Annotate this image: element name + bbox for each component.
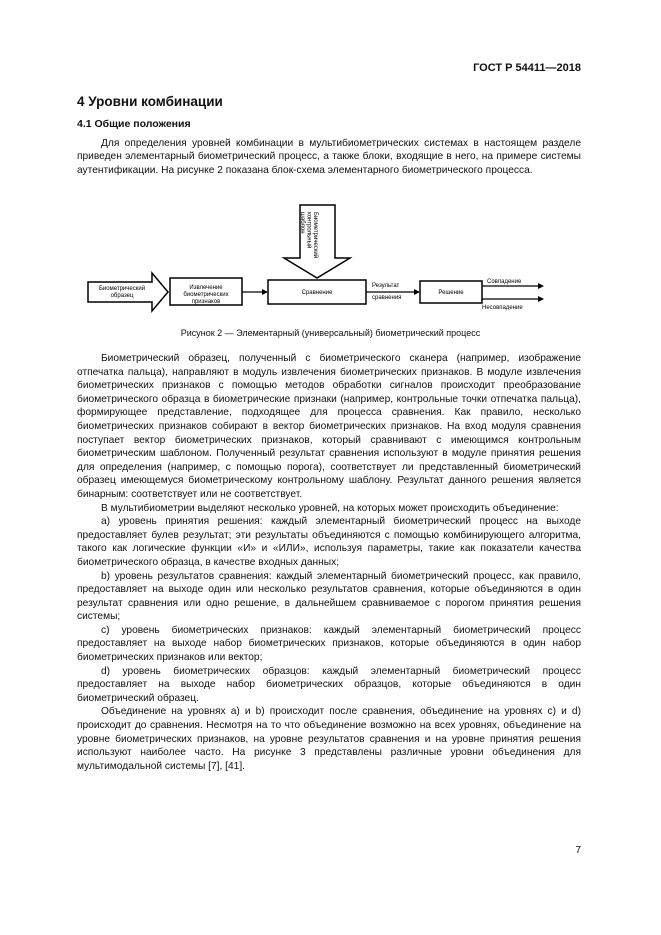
list-item-a: а) уровень принятия решения: каждый элементарный биометрический процесс на выходе предоставляет булев результат; эти результаты объединяются с помощью комбинирующего алгоритма, такого как логические функции «И» и «ИЛИ», используя параметры, такие как показатели качества биометрического образца, в качестве входных данных;: [77, 516, 581, 568]
input-label: Биометрический образец: [98, 286, 146, 299]
arrowhead-compare-decision: [414, 289, 420, 295]
out-nomatch-label: Несовпадение: [482, 305, 523, 311]
body-text: [77, 352, 581, 773]
page-number: 7: [575, 845, 581, 856]
figure-caption: Рисунок 2 — Элементарный (универсальный) биометрический процесс: [180, 328, 481, 338]
intro-paragraph: Для определения уровней комбинации в мультибиометрических системах в настоящем разделе приведен элементарный биометрический процесс, а также блоки, входящие в него, на примере системы аутентификации. На рисунке 2 показана блок-схема элементарного биометрического процесса.: [77, 138, 581, 176]
block-diagram: [0, 0, 661, 340]
list-item-b: b) уровень результатов сравнения: каждый элементарный биометрический процесс, как правило, предоставляет на выходе один или несколько результатов сравнения, которые объединяются в один результат сравнения или одно решение, в дальнейшем сравниваемое с порогом принятия решения системы;: [77, 570, 581, 623]
out-match-label: Совпадение: [487, 279, 522, 285]
subsection-title: 4.1 Общие положения: [77, 118, 191, 130]
arrowhead-extract-compare: [262, 289, 268, 295]
result-label-1: Результат: [372, 283, 400, 289]
list-item-c: c) уровень биометрических признаков: каждый элементарный биометрический процесс предоставляет на выходе набор биометрических признаков, которые объединяются в один набор биометрических признаков или вектор;: [77, 624, 581, 664]
document-code: ГОСТ Р 54411—2018: [473, 62, 581, 74]
arrowhead-out-nomatch: [538, 296, 544, 302]
paragraph-biometric-sample: Биометрический образец, полученный с биометрического сканера (например, изображение отпечатка пальца), направляют в модуль извлечения биометрических признаков. В модуле извлечения биометрических признаков с помощью методов обработки сигналов происходит преобразование биометрического образца в биометрические признаки (например, контрольные точки отпечатка пальца), формирующее представление, подходящее для процесса сравнения. Как правило, несколько биометрических признаков собирают в вектор биометрических признаков. На вход модуля сравнения поступает вектор биометрических признаков, который сравнивают с имеющимся контрольным биометрическим шаблоном. Полученный результат сравнения используют в модуле принятия решения для определения (например, с помощью порога), соответствует ли представленный биометрический образец имеющемуся биометрическому контрольному шаблону. Результат данного решения является бинарным: соответствует или не соответствует.: [77, 353, 581, 500]
paragraph-levels-intro: В мультибиометрии выделяют несколько уровней, на которых может происходить объединение:: [101, 502, 559, 514]
list-item-d: d) уровень биометрических образцов: каждый элементарный биометрический процесс предоставляет на выходе набор биометрических образцов, которые объединяются в один биометрический образец.: [77, 665, 581, 704]
compare-label: Сравнение: [301, 290, 333, 296]
input-arrow: [88, 273, 168, 311]
paragraph-fusion-summary: Объединение на уровнях а) и b) происходит после сравнения, объединение на уровнях c) и d) происходит до сравнения. Несмотря на то что объединение возможно на всех уровнях, объединение на уровне биометрических признаков, на уровне результатов сравнения и на уровне принятия решения используют наиболее часто. На рисунке 3 представлены различные уровни объединения для мультимодальной системы [7], [41].: [77, 706, 581, 772]
result-label-2: сравнения: [372, 295, 402, 301]
extract-label: Извлечение биометрических признаков: [183, 285, 229, 305]
template-label: Биометрическийконтрольныйшаблон: [299, 212, 318, 259]
arrowhead-out-match: [538, 283, 544, 289]
decision-label: Решение: [438, 290, 464, 296]
section-title: 4 Уровни комбинации: [77, 94, 223, 109]
